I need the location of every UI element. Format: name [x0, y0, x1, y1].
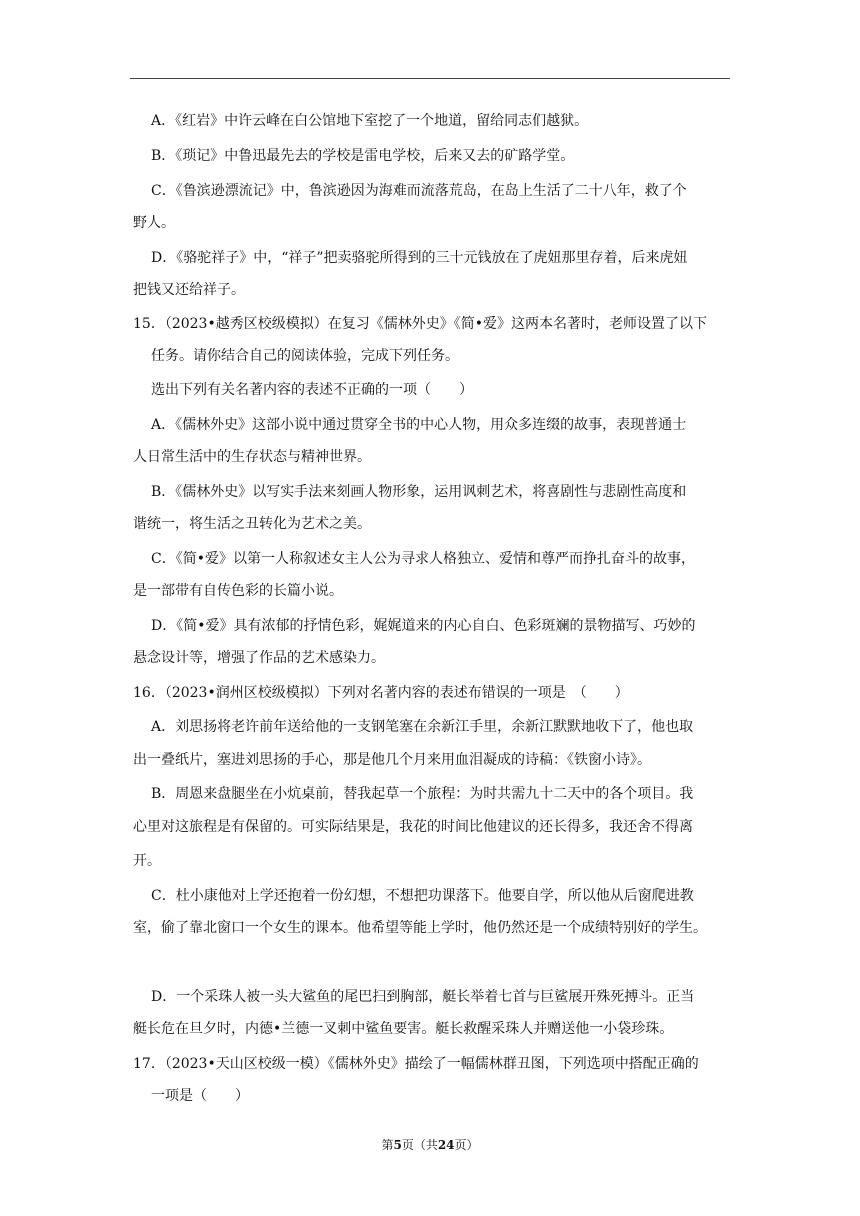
text-line: 选出下列有关名著内容的表述不正确的一项（ ）	[151, 382, 473, 398]
text-line: D．《骆驼祥子》中，“祥子”把卖骆驼所得到的三十元钱放在了虎妞那里存着，后来虎妞	[151, 250, 688, 266]
footer-prefix: 第	[381, 1138, 394, 1152]
text-line: C．杜小康他对上学还抱着一份幻想，不想把功课落下。他要自学，所以他从后窗爬进教	[151, 888, 694, 904]
text-line: A．《儒林外史》这部小说中通过贯穿全书的中心人物，用众多连缀的故事，表现普通士	[151, 417, 687, 433]
question-17-title: 17．（2023•天山区校级一模）《儒林外史》描绘了一幅儒林群丑图，下列选项中搭配正确的	[133, 1056, 699, 1072]
text-line: 心里对这旅程是有保留的。可实际结果是，我花的时间比他建议的还长得多，我还舍不得离	[133, 819, 693, 835]
text-line: B．《琐记》中鲁迅最先去的学校是雷电学校，后来又去的矿路学堂。	[151, 148, 575, 164]
footer-total-pages: 24	[437, 1138, 455, 1152]
text-line: 野人。	[133, 215, 175, 231]
text-line: 开。	[133, 853, 161, 869]
text-line: 室，偷了靠北窗口一个女生的课本。他希望等能上学时，他仍然还是一个成绩特别好的学生。	[133, 920, 707, 936]
text-line: 谐统一，将生活之丑转化为艺术之美。	[133, 516, 371, 532]
text-line: C．《鲁滨逊漂流记》中，鲁滨逊因为海难而流落荒岛，在岛上生活了二十八年，救了个	[151, 183, 687, 199]
footer-middle: 页（共	[401, 1138, 438, 1152]
text-line: A．《红岩》中许云峰在白公馆地下室挖了一个地道，留给同志们越狱。	[151, 113, 589, 129]
text-line: 出一叠纸片，塞进刘思扬的手心，那是他几个月来用血泪凝成的诗稿：《铁窗小诗》。	[133, 752, 651, 768]
text-line: A．刘思扬将老许前年送给他的一支钢笔塞在余新江手里，余新江默默地收下了，他也取	[151, 719, 694, 735]
question-16-title: 16．（2023•润州区校级模拟）下列对名著内容的表述布错误的一项是 （ ）	[133, 685, 629, 701]
text-line: C．《简•爱》以第一人称叙述女主人公为寻求人格独立、爱情和尊严而挣扎奋斗的故事，	[151, 551, 695, 567]
text-line: 人日常生活中的生存状态与精神世界。	[133, 449, 371, 465]
page-footer	[0, 1137, 860, 1153]
question-15-title: 15．（2023•越秀区校级模拟）在复习《儒林外史》《简•爱》这两本名著时，老师设置了以下	[133, 316, 707, 332]
footer-suffix: 页）	[454, 1138, 479, 1152]
header-rule	[130, 78, 730, 79]
text-line: D．一个采珠人被一头大鲨鱼的尾巴扫到胸部，艇长举着七首与巨鲨展开殊死搏斗。正当	[151, 989, 695, 1005]
text-line: 艇长危在旦夕时，内德•兰德一叉刺中鲨鱼要害。艇长救醒采珠人并赠送他一小袋珍珠。	[133, 1021, 674, 1037]
footer-page-number: 5	[393, 1138, 402, 1152]
text-line: 一项是（ ）	[151, 1088, 249, 1104]
text-line: D．《简•爱》具有浓郁的抒情色彩，娓娓道来的内心自白、色彩斑斓的景物描写、巧妙的	[151, 618, 696, 634]
text-line: 是一部带有自传色彩的长篇小说。	[133, 583, 343, 599]
text-line: 把钱又还给祥子。	[133, 282, 245, 298]
text-line: B．《儒林外史》以写实手法来刻画人物形象，运用讽刺艺术，将喜剧性与悲剧性高度和	[151, 484, 687, 500]
text-line: B．周恩来盘腿坐在小炕桌前，替我起草一个旅程：为时共需九十二天中的各个项目。我	[151, 786, 694, 802]
text-line: 悬念设计等，增强了作品的艺术感染力。	[133, 650, 385, 666]
text-line: 任务。请你结合自己的阅读体验，完成下列任务。	[151, 348, 459, 364]
